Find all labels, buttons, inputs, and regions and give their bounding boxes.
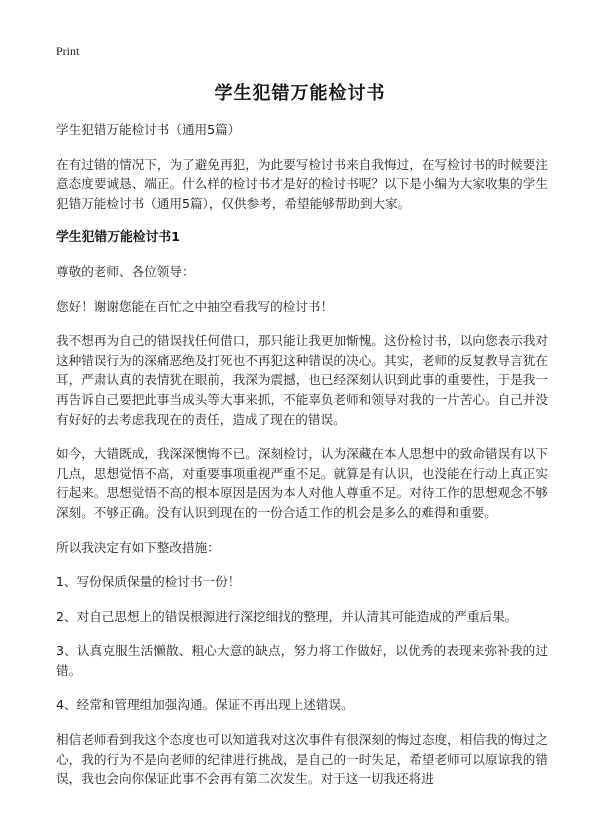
closing-paragraph: 相信老师看到我这个态度也可以知道我对这次事件有很深刻的悔过态度，相信我的悔过之心，我的行为不是向老师的纪律进行挑战，是自己的一时失足，希望老师可以原谅我的错误，我也会向你保证此事不会再有第二次发生。对于这一切我还将进 xyxy=(56,732,548,787)
document-body xyxy=(56,120,548,804)
page-title: 学生犯错万能检讨书 xyxy=(214,83,386,104)
body-paragraph-1: 我不想再为自己的错误找任何借口，那只能让我更加惭愧。这份检讨书，以向您表示我对这种错误行为的深痛恶绝及打死也不再犯这种错误的决心。其实，老师的反复教导言犹在耳，严肃认真的表情犹在眼前，我深为震撼，也已经深刻认识到此事的重要性，于是我一再告诉自己要把此事当成头等大事来抓，不能辜负老师和领导对我的一片苦心。自己并没有好好的去考虑我现在的责任，造成了现在的错误。 xyxy=(56,333,548,427)
print-link[interactable]: Print xyxy=(56,44,80,58)
greeting: 尊敬的老师、各位领导： xyxy=(56,263,195,279)
measures-intro: 所以我决定有如下整改措施： xyxy=(56,539,220,555)
intro-paragraph: 在有过错的情况下，为了避免再犯，为此要写检讨书来自我悔过，在写检讨书的时候要注意态度要诚恳、端正。什么样的检讨书才是好的检讨书呢？以下是小编为大家收集的学生犯错万能检讨书（通用5篇），仅供参考，希望能够帮助到大家。 xyxy=(56,156,548,211)
opening-line: 您好！谢谢您能在百忙之中抽空看我写的检讨书！ xyxy=(56,298,334,314)
list-item: 1、写份保质保量的检讨书一份！ xyxy=(56,574,241,590)
body-paragraph-2: 如今，大错既成，我深深懊悔不已。深刻检讨，认为深藏在本人思想中的致命错误有以下几点，思想觉悟不高，对重要事项重视严重不足。就算是有认识，也没能在行动上真正实行起来。思想觉悟不高的根本原因是因为本人对他人尊重不足。对待工作的思想观念不够深刻。不够正确。没有认识到现在的一份合适工作的机会是多么的难得和重要。 xyxy=(56,446,548,520)
section-heading: 学生犯错万能检讨书1 xyxy=(56,230,181,246)
list-item: 3、认真克服生活懒散、粗心大意的缺点，努力将工作做好，以优秀的表现来弥补我的过错。 xyxy=(56,643,548,678)
list-item: 4、经常和管理组加强沟通。保证不再出现上述错误。 xyxy=(56,697,354,713)
subtitle: 学生犯错万能检讨书（通用5篇） xyxy=(56,122,241,137)
list-item: 2、对自己思想上的错误根源进行深挖细找的整理，并认清其可能造成的严重后果。 xyxy=(56,608,518,624)
